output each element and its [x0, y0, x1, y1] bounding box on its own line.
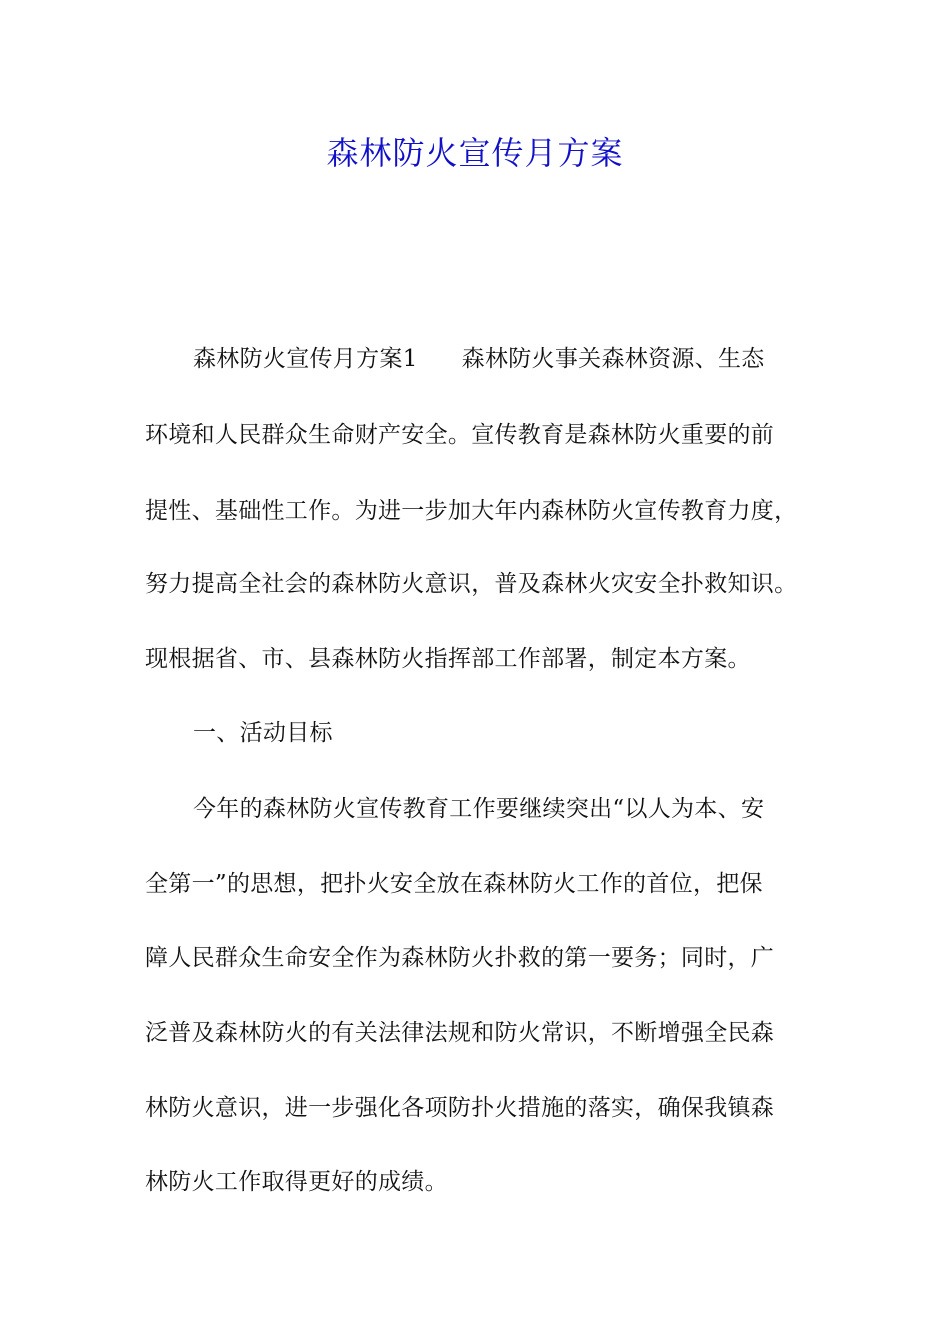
paragraph-text: 森林防火事关森林资源、生态 [461, 346, 765, 372]
paragraph-line: 提性、基础性工作。为进一步加大年内森林防火宣传教育力度， [145, 498, 798, 524]
paragraph-line: 林防火意识，进一步强化各项防扑火措施的落实，确保我镇森 [145, 1095, 775, 1121]
paragraph-line: 障人民群众生命安全作为森林防火扑救的第一要务；同时，广 [145, 945, 775, 971]
paragraph-line: 泛普及森林防火的有关法律法规和防火常识，不断增强全民森 [145, 1020, 775, 1046]
section-heading: 一、活动目标 [193, 720, 333, 746]
document-title: 森林防火宣传月方案 [326, 134, 624, 172]
paragraph-line: 努力提高全社会的森林防火意识，普及森林火灾安全扑救知识。 [145, 571, 798, 597]
section-heading-inline: 森林防火宣传月方案1 [193, 346, 418, 372]
paragraph-line: 现根据省、市、县森林防火指挥部工作部署，制定本方案。 [145, 646, 751, 672]
paragraph-line: 今年的森林防火宣传教育工作要继续突出“以人为本、安 [193, 796, 765, 822]
paragraph-line: 林防火工作取得更好的成绩。 [145, 1169, 448, 1195]
paragraph-line [193, 344, 873, 374]
paragraph-line: 全第一”的思想，把扑火安全放在森林防火工作的首位，把保 [145, 871, 763, 897]
paragraph-line: 环境和人民群众生命财产安全。宣传教育是森林防火重要的前 [145, 422, 775, 448]
